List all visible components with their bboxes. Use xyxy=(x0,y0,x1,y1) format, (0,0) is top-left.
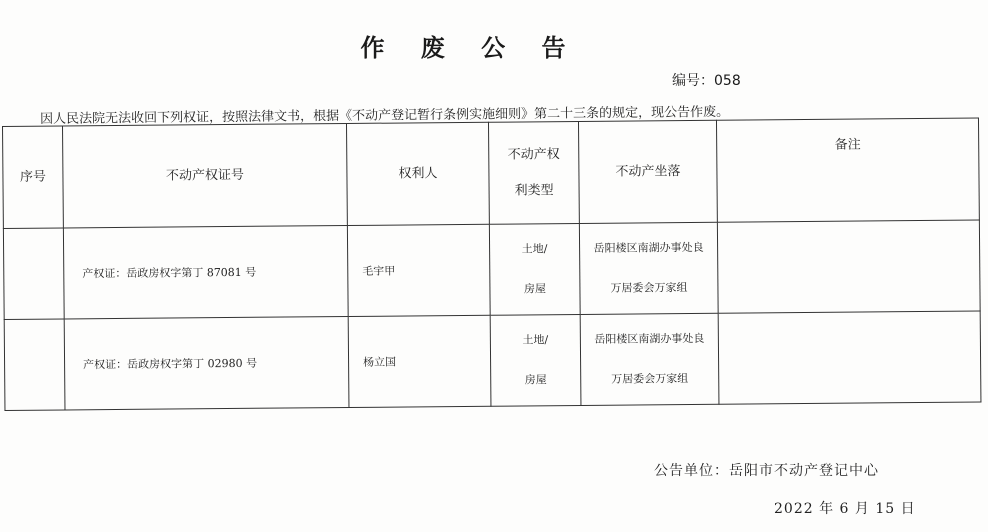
row-location-line1: 岳阳楼区南湖办事处良 xyxy=(594,331,705,346)
row-holder: 杨立国 xyxy=(348,315,491,407)
header-type xyxy=(488,121,579,224)
row-location-line1: 岳阳楼区南湖办事处良 xyxy=(593,240,704,255)
table-header-row xyxy=(3,118,980,229)
header-index: 序号 xyxy=(3,126,64,229)
row-type-line2: 房屋 xyxy=(524,373,547,387)
certificate-table xyxy=(2,117,981,411)
header-location: 不动产坐落 xyxy=(578,120,717,223)
document-number: 编号：058 xyxy=(672,73,741,89)
row-cert-no: 产权证：岳政房权字第丁 87081 号 xyxy=(63,225,348,318)
row-type-line1: 土地/ xyxy=(522,333,549,347)
table-row xyxy=(3,220,980,320)
row-type xyxy=(490,314,581,406)
table-row xyxy=(4,311,981,411)
row-holder: 毛宇甲 xyxy=(347,224,490,316)
row-cert-no: 产权证：岳政房权字第丁 02980 号 xyxy=(64,316,349,409)
document-title: 作 废 公 告 xyxy=(360,34,580,62)
header-holder: 权利人 xyxy=(346,122,489,225)
header-notes: 备注 xyxy=(716,118,979,222)
row-index xyxy=(4,319,65,411)
row-type xyxy=(489,223,580,315)
issuing-unit: 公告单位：岳阳市不动产登记中心 xyxy=(654,463,879,479)
row-location xyxy=(580,313,719,405)
row-notes xyxy=(718,311,981,404)
row-type-line2: 房屋 xyxy=(523,282,546,296)
row-index xyxy=(3,228,64,320)
intro-paragraph: 因人民法院无法收回下列权证，按照法律文书，根据《不动产登记暂行条例实施细则》第二十三条的规定，现公告作废。 xyxy=(40,104,730,127)
certificate-table-wrapper xyxy=(2,117,984,411)
issue-date: 2022 年 6 月 15 日 xyxy=(774,501,916,517)
row-location-line2: 万居委会万家组 xyxy=(610,281,688,295)
header-type-line2: 利类型 xyxy=(514,182,554,199)
row-notes xyxy=(717,220,980,313)
row-location xyxy=(579,222,718,314)
header-type-line1: 不动产权 xyxy=(507,146,560,163)
header-cert-no: 不动产权证号 xyxy=(63,123,348,227)
row-type-line1: 土地/ xyxy=(521,242,548,256)
row-location-line2: 万居委会万家组 xyxy=(611,372,689,386)
